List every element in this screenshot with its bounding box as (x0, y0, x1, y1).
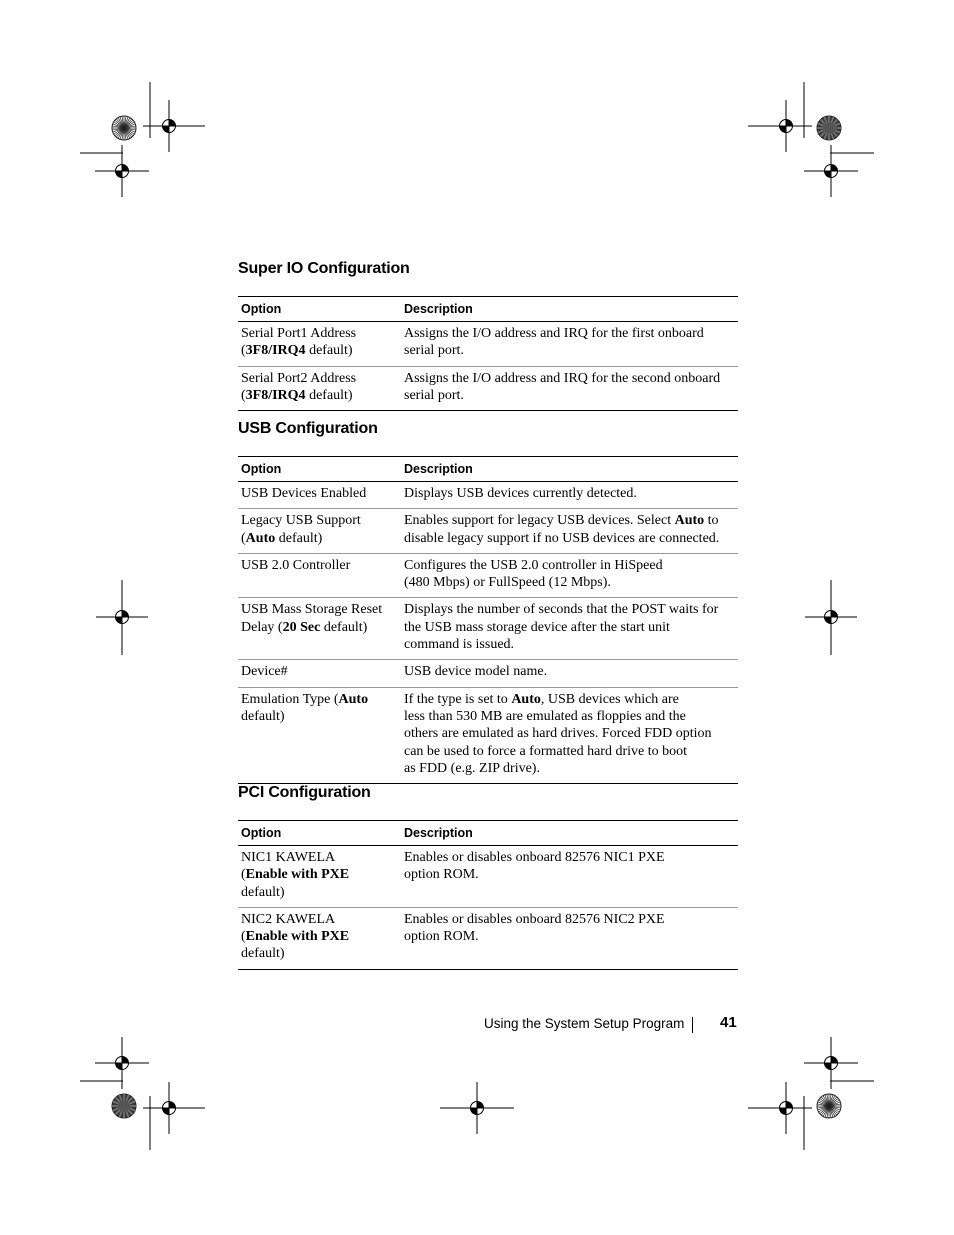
color-wheel-icon (817, 1094, 841, 1118)
column-header-option: Option (238, 457, 398, 482)
column-header-description: Description (398, 457, 738, 482)
option-cell: USB Devices Enabled (238, 482, 398, 509)
option-cell: Emulation Type (Auto default) (238, 687, 398, 783)
section-usb (238, 420, 738, 784)
column-header-option: Option (238, 821, 398, 846)
table-row (238, 322, 738, 367)
section-title: Super IO Configuration (238, 260, 410, 277)
description-cell: Enables or disables onboard 82576 NIC2 PXE option ROM. (398, 907, 738, 969)
option-cell: Serial Port2 Address (3F8/IRQ4 default) (238, 366, 398, 411)
color-wheel-icon (817, 116, 841, 140)
table-row (238, 660, 738, 687)
page-number: 41 (720, 1014, 737, 1031)
options-table (238, 820, 738, 970)
options-table (238, 296, 738, 411)
table-row (238, 509, 738, 554)
description-cell: Displays USB devices currently detected. (398, 482, 738, 509)
table-row (238, 366, 738, 411)
column-header-description: Description (398, 297, 738, 322)
description-cell: Assigns the I/O address and IRQ for the second onboard serial port. (398, 366, 738, 411)
table-body (238, 846, 738, 970)
description-cell: USB device model name. (398, 660, 738, 687)
table-row (238, 553, 738, 598)
color-wheel-icon (112, 116, 136, 140)
option-cell: Legacy USB Support (Auto default) (238, 509, 398, 554)
description-cell: Configures the USB 2.0 controller in HiSpeed (480 Mbps) or FullSpeed (12 Mbps). (398, 553, 738, 598)
description-cell: Assigns the I/O address and IRQ for the first onboard serial port. (398, 322, 738, 367)
option-cell: Device# (238, 660, 398, 687)
table-body (238, 322, 738, 411)
option-cell: USB 2.0 Controller (238, 553, 398, 598)
table-row (238, 482, 738, 509)
description-cell: Enables or disables onboard 82576 NIC1 PXE option ROM. (398, 846, 738, 908)
color-wheel-icon (112, 1094, 136, 1118)
option-cell: NIC1 KAWELA (Enable with PXE default) (238, 846, 398, 908)
table-row (238, 687, 738, 783)
options-table (238, 456, 738, 784)
section-super-io (238, 260, 738, 411)
section-pci (238, 784, 738, 970)
table-row (238, 907, 738, 969)
table-row (238, 598, 738, 660)
table-row (238, 846, 738, 908)
section-title: USB Configuration (238, 420, 378, 437)
column-header-description: Description (398, 821, 738, 846)
option-cell: USB Mass Storage Reset Delay (20 Sec default) (238, 598, 398, 660)
section-title: PCI Configuration (238, 784, 371, 801)
description-cell: Enables support for legacy USB devices. Select Auto to disable legacy support if no USB devices are connected. (398, 509, 738, 554)
footer-title: Using the System Setup Program (484, 1016, 685, 1031)
option-cell: NIC2 KAWELA (Enable with PXE default) (238, 907, 398, 969)
description-cell: Displays the number of seconds that the POST waits for the USB mass storage device after the start unit command is issued. (398, 598, 738, 660)
option-cell: Serial Port1 Address (3F8/IRQ4 default) (238, 322, 398, 367)
description-cell: If the type is set to Auto, USB devices which are less than 530 MB are emulated as floppies and the others are emulated as hard drives. Forced FDD option can be used to force a formatted hard drive to boot as FDD (e.g. ZIP drive). (398, 687, 738, 783)
table-body (238, 482, 738, 784)
column-header-option: Option (238, 297, 398, 322)
footer-separator (692, 1017, 693, 1033)
